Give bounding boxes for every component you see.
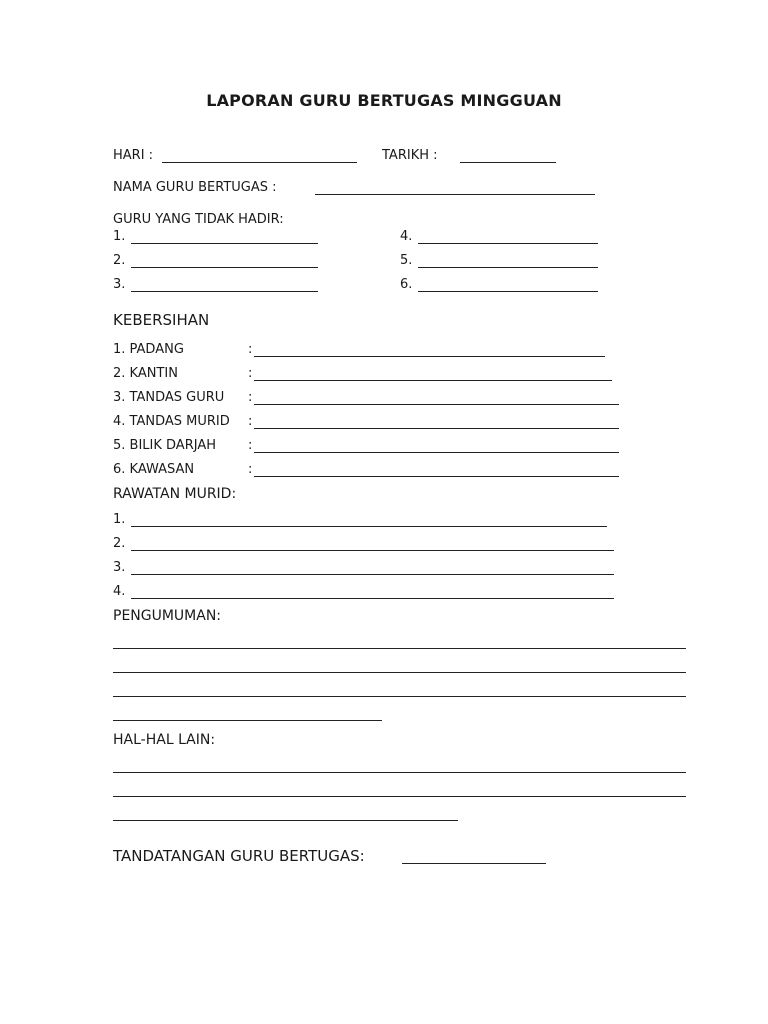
rawatan-heading: RAWATAN MURID: bbox=[113, 486, 237, 502]
rawatan-number: 2. bbox=[113, 536, 126, 551]
kebersihan-item-field[interactable] bbox=[254, 452, 619, 453]
kebersihan-item-label: 1. PADANG bbox=[113, 342, 184, 357]
kebersihan-item-colon: : bbox=[248, 342, 253, 357]
absent-number: 5. bbox=[400, 253, 413, 268]
hari-field[interactable] bbox=[162, 162, 357, 163]
tarikh-field[interactable] bbox=[460, 162, 556, 163]
pengumuman-line[interactable] bbox=[113, 672, 686, 673]
kebersihan-item-colon: : bbox=[248, 366, 253, 381]
kebersihan-item-label: 5. BILIK DARJAH bbox=[113, 438, 217, 453]
tarikh-label: TARIKH : bbox=[382, 148, 438, 163]
kebersihan-heading: KEBERSIHAN bbox=[113, 311, 210, 329]
hal-lain-line[interactable] bbox=[113, 796, 686, 797]
rawatan-field[interactable] bbox=[131, 598, 614, 599]
nama-guru-field[interactable] bbox=[315, 194, 595, 195]
hari-label: HARI : bbox=[113, 148, 154, 163]
hal-lain-line[interactable] bbox=[113, 820, 458, 821]
signature-field[interactable] bbox=[402, 863, 546, 864]
nama-guru-label: NAMA GURU BERTUGAS : bbox=[113, 180, 277, 195]
pengumuman-line[interactable] bbox=[113, 696, 686, 697]
hal-lain-line[interactable] bbox=[113, 772, 686, 773]
kebersihan-item-field[interactable] bbox=[254, 476, 619, 477]
kebersihan-item-colon: : bbox=[248, 438, 253, 453]
rawatan-field[interactable] bbox=[131, 574, 614, 575]
absent-field[interactable] bbox=[418, 291, 598, 292]
pengumuman-line[interactable] bbox=[113, 648, 686, 649]
kebersihan-item-field[interactable] bbox=[254, 428, 619, 429]
kebersihan-item-colon: : bbox=[248, 390, 253, 405]
absent-heading: GURU YANG TIDAK HADIR: bbox=[113, 212, 284, 227]
absent-number: 2. bbox=[113, 253, 126, 268]
absent-number: 4. bbox=[400, 229, 413, 244]
rawatan-field[interactable] bbox=[131, 550, 614, 551]
kebersihan-item-label: 6. KAWASAN bbox=[113, 462, 195, 477]
absent-field[interactable] bbox=[131, 291, 318, 292]
hal-lain-heading: HAL-HAL LAIN: bbox=[113, 732, 216, 748]
pengumuman-heading: PENGUMUMAN: bbox=[113, 608, 222, 624]
page-title: LAPORAN GURU BERTUGAS MINGGUAN bbox=[206, 91, 562, 110]
absent-field[interactable] bbox=[131, 267, 318, 268]
rawatan-number: 1. bbox=[113, 512, 126, 527]
kebersihan-item-field[interactable] bbox=[254, 404, 619, 405]
absent-field[interactable] bbox=[418, 267, 598, 268]
kebersihan-item-colon: : bbox=[248, 462, 253, 477]
kebersihan-item-field[interactable] bbox=[254, 380, 612, 381]
pengumuman-line[interactable] bbox=[113, 720, 382, 721]
absent-number: 1. bbox=[113, 229, 126, 244]
absent-number: 3. bbox=[113, 277, 126, 292]
absent-number: 6. bbox=[400, 277, 413, 292]
rawatan-field[interactable] bbox=[131, 526, 607, 527]
kebersihan-item-label: 2. KANTIN bbox=[113, 366, 178, 381]
absent-field[interactable] bbox=[131, 243, 318, 244]
rawatan-number: 3. bbox=[113, 560, 126, 575]
kebersihan-item-colon: : bbox=[248, 414, 253, 429]
kebersihan-item-label: 4. TANDAS MURID bbox=[113, 414, 230, 429]
kebersihan-item-field[interactable] bbox=[254, 356, 605, 357]
rawatan-number: 4. bbox=[113, 584, 126, 599]
kebersihan-item-label: 3. TANDAS GURU bbox=[113, 390, 225, 405]
absent-field[interactable] bbox=[418, 243, 598, 244]
signature-label: TANDATANGAN GURU BERTUGAS: bbox=[113, 847, 365, 865]
